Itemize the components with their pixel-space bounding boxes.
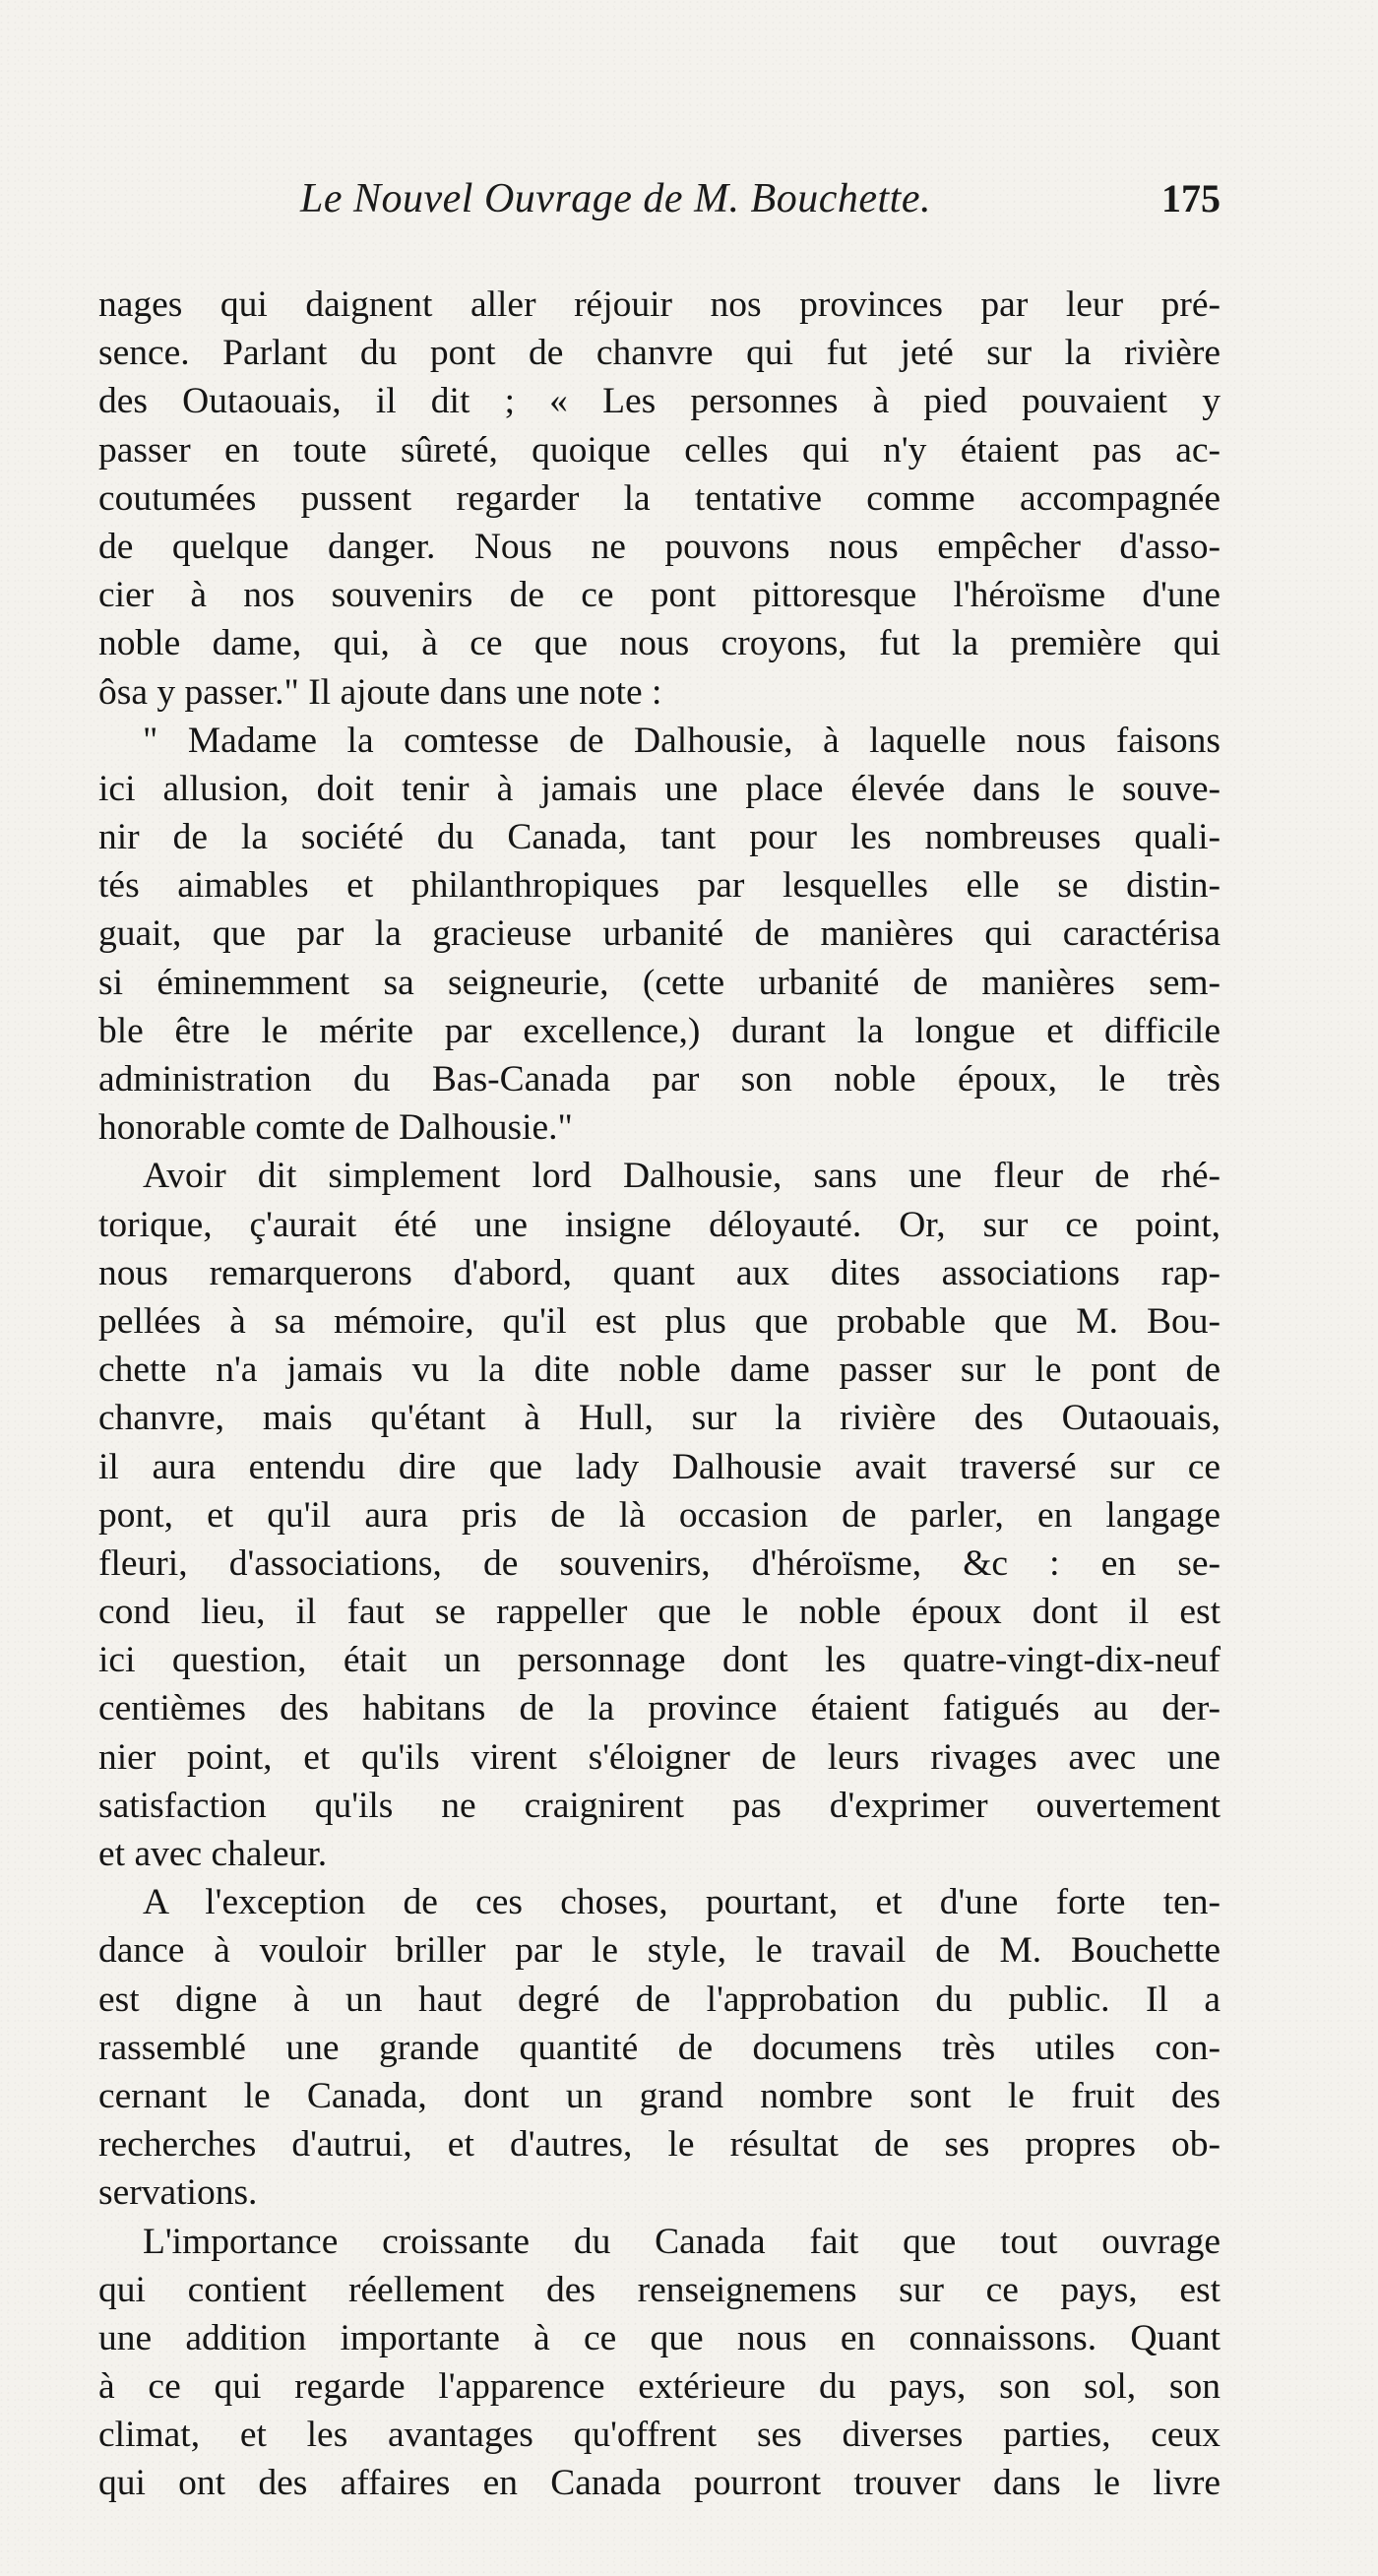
paragraph-2 <box>98 717 1221 1153</box>
paragraph-4 <box>98 1878 1221 2217</box>
text-line: nous remarquerons d'abord, quant aux dites associations rap- <box>98 1252 1221 1293</box>
text-line: cond lieu, il faut se rappeller que le noble époux dont il est <box>98 1592 1221 1633</box>
text-line: pellées à sa mémoire, qu'il est plus que probable que M. Bou- <box>98 1300 1221 1342</box>
paragraph-1 <box>98 281 1221 717</box>
text-line: une addition importante à ce que nous en connaissons. Quant <box>98 2317 1221 2358</box>
text-line: rassemblé une grande quantité de documens très utiles con- <box>98 2027 1221 2068</box>
text-line: il aura entendu dire que lady Dalhousie avait traversé sur ce <box>98 1446 1221 1487</box>
body-text <box>98 281 1221 2508</box>
page-header <box>98 175 1221 234</box>
text-line: administration du Bas-Canada par son noble époux, le très <box>98 1059 1221 1100</box>
text-line: pont, et qu'il aura pris de là occasion de parler, en langage <box>98 1494 1221 1536</box>
text-line: dance à vouloir briller par le style, le travail de M. Bouchette <box>98 1930 1221 1972</box>
text-line: passer en toute sûreté, quoique celles qui n'y étaient pas ac- <box>98 429 1221 471</box>
text-line: centièmes des habitans de la province étaient fatigués au der- <box>98 1688 1221 1729</box>
text-line: qui ont des affaires en Canada pourront trouver dans le livre <box>98 2463 1221 2504</box>
text-line: nages qui daignent aller réjouir nos provinces par leur pré- <box>98 284 1221 325</box>
text-line: noble dame, qui, à ce que nous croyons, fut la première qui <box>98 623 1221 664</box>
text-line: recherches d'autrui, et d'autres, le résultat de ses propres ob- <box>98 2124 1221 2166</box>
text-line: cernant le Canada, dont un grand nombre sont le fruit des <box>98 2075 1221 2116</box>
text-line: ici question, était un personnage dont les quatre-vingt-dix-neuf <box>98 1640 1221 1681</box>
text-line: climat, et les avantages qu'offrent ses diverses parties, ceux <box>98 2415 1221 2456</box>
text-line: " Madame la comtesse de Dalhousie, à laquelle nous faisons <box>143 720 1221 761</box>
text-line: chanvre, mais qu'étant à Hull, sur la rivière des Outaouais, <box>98 1398 1221 1439</box>
text-line: chette n'a jamais vu la dite noble dame passer sur le pont de <box>98 1350 1221 1391</box>
text-line: à ce qui regarde l'apparence extérieure du pays, son sol, son <box>98 2366 1221 2408</box>
text-line: tés aimables et philanthropiques par lesquelles elle se distin- <box>98 865 1221 907</box>
text-line: torique, ç'aurait été une insigne déloyauté. Or, sur ce point, <box>98 1204 1221 1245</box>
text-line: L'importance croissante du Canada fait que tout ouvrage <box>143 2221 1221 2262</box>
text-line: est digne à un haut degré de l'approbation du public. Il a <box>98 1979 1221 2020</box>
text-line: Avoir dit simplement lord Dalhousie, sans une fleur de rhé- <box>143 1156 1221 1197</box>
paragraph-5 <box>98 2218 1221 2508</box>
text-line: et avec chaleur. <box>98 1834 328 1874</box>
text-line: cier à nos souvenirs de ce pont pittoresque l'héroïsme d'une <box>98 575 1221 616</box>
running-title: Le Nouvel Ouvrage de M. Bouchette. <box>300 176 931 221</box>
text-line: coutumées pussent regarder la tentative comme accompagnée <box>98 477 1221 519</box>
text-line: ble être le mérite par excellence,) durant la longue et difficile <box>98 1010 1221 1051</box>
text-line: nier point, et qu'ils virent s'éloigner de leurs rivages avec une <box>98 1736 1221 1778</box>
text-line: sence. Parlant du pont de chanvre qui fut jeté sur la rivière <box>98 333 1221 374</box>
text-line: fleuri, d'associations, de souvenirs, d'héroïsme, &c : en se- <box>98 1542 1221 1584</box>
text-line: A l'exception de ces choses, pourtant, et d'une forte ten- <box>143 1882 1221 1923</box>
text-line: honorable comte de Dalhousie." <box>98 1107 573 1149</box>
text-line: nir de la société du Canada, tant pour les nombreuses quali- <box>98 817 1221 858</box>
text-line: servations. <box>98 2172 258 2214</box>
text-line: ôsa y passer." Il ajoute dans une note : <box>98 671 662 713</box>
text-line: guait, que par la gracieuse urbanité de manières qui caractérisa <box>98 913 1221 955</box>
text-line: des Outaouais, il dit ; « Les personnes à pied pouvaient y <box>98 381 1221 422</box>
text-line: ici allusion, doit tenir à jamais une place élevée dans le souve- <box>98 768 1221 809</box>
page-number: 175 <box>1161 176 1221 220</box>
text-line: si éminemment sa seigneurie, (cette urbanité de manières sem- <box>98 962 1221 1003</box>
text-line: satisfaction qu'ils ne craignirent pas d'exprimer ouvertement <box>98 1785 1221 1826</box>
text-line: qui contient réellement des renseignemens sur ce pays, est <box>98 2269 1221 2310</box>
paragraph-3 <box>98 1152 1221 1878</box>
text-line: de quelque danger. Nous ne pouvons nous empêcher d'asso- <box>98 526 1221 567</box>
